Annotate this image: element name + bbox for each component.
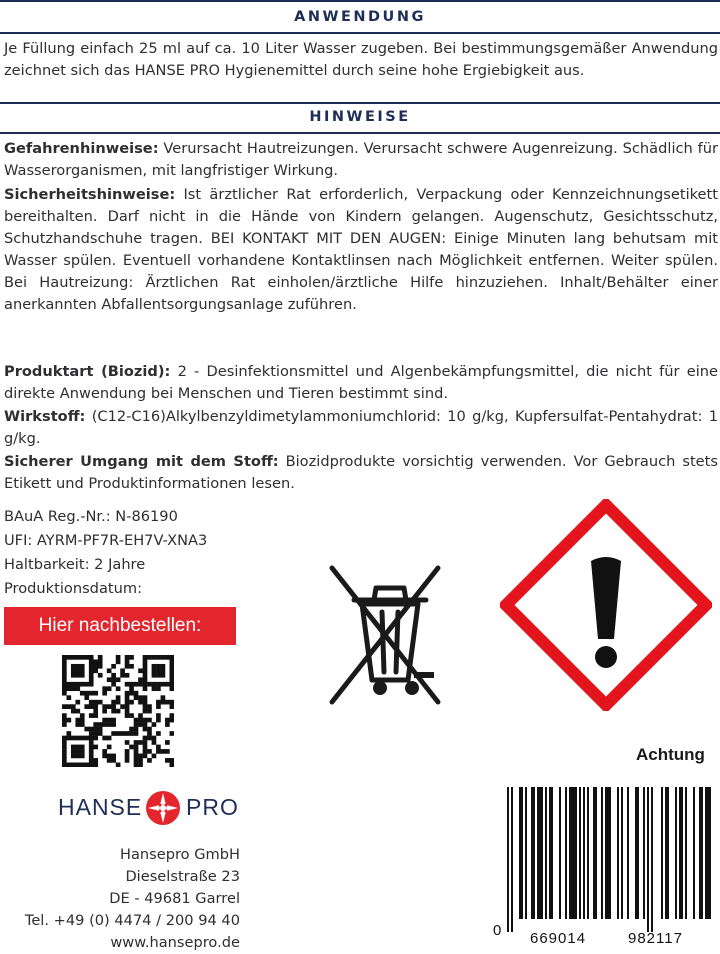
produktart-label: Produktart (Biozid): (4, 363, 171, 380)
anwendung-text: Je Füllung einfach 25 ml auf ca. 10 Liter Wasser zugeben. Bei bestimmungsgemäßer Anwendung zeichnet sich das HANSE PRO Hygienemittel durch seine hohe Ergiebigkeit aus. (4, 40, 718, 79)
umgang-text: Biozidprodukte vorsichtig verwenden. Vor Gebrauch stets Etikett und Produktinformationen lesen. (4, 453, 718, 492)
reorder-banner[interactable]: Hier nachbestellen: (4, 607, 236, 645)
company-name: Hansepro GmbH (119, 846, 240, 863)
section-header-anwendung (0, 2, 720, 34)
produktart-paragraph (4, 361, 718, 405)
crossed-out-bin-icon (322, 560, 448, 710)
wirkstoff-paragraph (4, 406, 718, 450)
logo-text-right: PRO (186, 794, 239, 820)
sicherheitshinweise-text: Ist ärztlicher Rat erforderlich, Verpackung oder Kennzeichnungsetikett bereithalten. Darf nicht in die Hände von Kindern gelangen. Augenschutz, Gesichtsschutz, Schutzhandschuhe tragen. BEI KONTAKT MIT DEN AUGEN: Einige Minuten lang behutsam mit Wasser spülen. Eventuell vorhandene Kontaktlinsen nach Möglichkeit entfernen. Weiter spülen. Bei Hautreizung: Ärztlichen Rat einholen/ärztliche Hilfe hinzuziehen. Inhalt/Behälter einer anerkannten Abfallentsorgungsanlage zuführen. (4, 186, 718, 313)
gefahrenhinweise-text: Verursacht Hautreizungen. Verursacht schwere Augenreizung. Schädlich für Wasserorganismen, mit langfristiger Wirkung. (4, 140, 718, 179)
company-phone: Tel. +49 (0) 4474 / 200 94 40 (24, 912, 240, 929)
qr-code[interactable] (62, 655, 174, 767)
umgang-paragraph (4, 451, 718, 495)
produktart-text: 2 - Desinfektionsmittel und Algenbekämpfungsmittel, die nicht für eine direkte Anwendung bei Menschen und Tieren bestimmt sind. (4, 363, 718, 402)
ufi-code: UFI: AYRM-PF7R-EH7V-XNA3 (4, 532, 208, 549)
company-web[interactable]: www.hansepro.de (110, 934, 240, 951)
exclamation-mark-icon (500, 499, 712, 711)
section-header-hinweise (0, 102, 720, 134)
haltbarkeit: Haltbarkeit: 2 Jahre (4, 556, 146, 573)
hinweise-title: HINWEISE (309, 109, 411, 125)
barcode-first-digit: 0 (493, 922, 502, 939)
wirkstoff-text: (C12-C16)Alkylbenzyldimetylammoniumchlorid: 10 g/kg, Kupfersulfat-Pentahydrat: 1 g/kg. (4, 408, 718, 447)
barcode-right-digits: 982117 (628, 930, 683, 947)
baua-reg-nr: BAuA Reg.-Nr.: N-86190 (4, 508, 178, 525)
signal-word: Achtung (636, 745, 705, 764)
company-street: Dieselstraße 23 (125, 868, 240, 885)
sicherheitshinweise-label: Sicherheitshinweise: (4, 186, 176, 203)
produktionsdatum: Produktionsdatum: (4, 580, 142, 597)
compass-star-icon (145, 790, 181, 826)
gefahrenhinweise-paragraph (4, 138, 718, 182)
sicherheitshinweise-paragraph (4, 184, 718, 316)
anwendung-title: ANWENDUNG (294, 9, 426, 25)
wirkstoff-label: Wirkstoff: (4, 408, 86, 425)
umgang-label: Sicherer Umgang mit dem Stoff: (4, 453, 279, 470)
gefahrenhinweise-label: Gefahrenhinweise: (4, 140, 159, 157)
logo-text-left: HANSE (58, 794, 143, 820)
company-city: DE - 49681 Garrel (109, 890, 240, 907)
barcode-left-digits: 669014 (530, 930, 587, 947)
barcode (503, 787, 717, 932)
